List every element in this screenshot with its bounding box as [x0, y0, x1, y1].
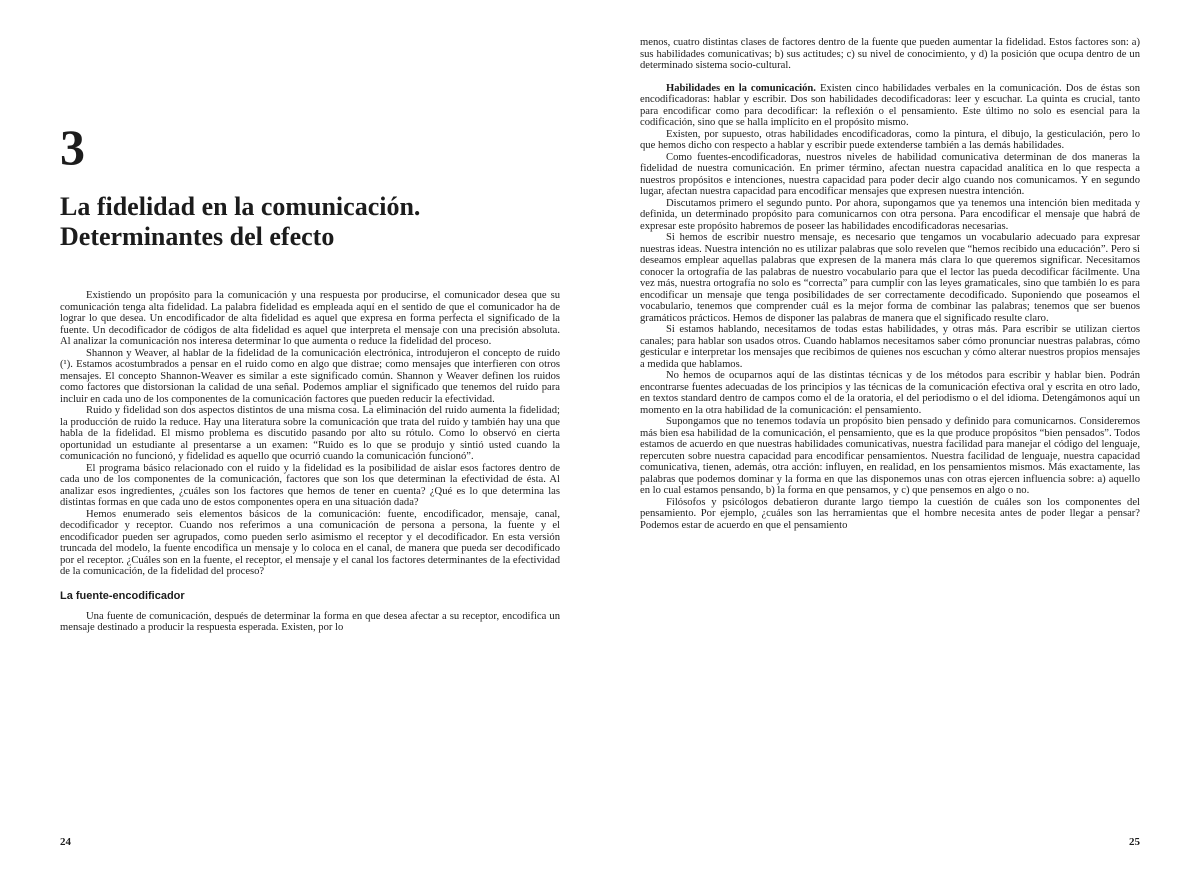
paragraph: Hemos enumerado seis elementos básicos de la comunicación: fuente, encodificador, mensaje, canal, decodificador y receptor. Cuando nos referimos a una comunicación de persona a persona, la fuente y el encodificador pueden ser agrupados, como pueden serlo asimismo el receptor y el decodificador. En esta versión truncada del modelo, la fuente encodifica un mensaje y lo coloca en el canal, de manera que pueda ser decodificado por el receptor. ¿Cuáles son en la fuente, el receptor, el mensaje y el canal los factores determinantes de la efectividad de la comunicación, de la fidelidad del proceso?	[60, 508, 560, 577]
skills-text: Existen cinco habilidades verbales en la comunicación. Dos de éstas son encodificadoras: hablar y escribir. Dos son habilidades decodificadoras: leer y escuchar. La quinta es crucial, tanto para encodificar como para decodificar: la reflexión o el pensamiento. Este último no solo es esencial para la codificación, sino que se halla implícito en el propósito mismo.	[640, 82, 1140, 128]
paragraph: Filósofos y psicólogos debatieron durante largo tiempo la cuestión de cuáles son los componentes del pensamiento. Por ejemplo, ¿cuáles son las herramientas que el hombre necesita antes de poder llegar a pensar? Podemos estar de acuerdo en que el pensamiento	[640, 496, 1140, 531]
page-number: 25	[1129, 836, 1140, 848]
right-page-body	[640, 37, 1140, 531]
right-page	[600, 0, 1200, 872]
paragraph: Como fuentes-encodificadoras, nuestros niveles de habilidad comunicativa determinan de dos maneras la fidelidad de nuestra comunicación. En primer término, afectan nuestra capacidad analítica en lo que respecta a nuestros propósitos e intenciones, nuestra capacidad para poder decir algo cuando nos comunicamos. Y en segundo lugar, afectan nuestra capacidad para encodificar mensajes que expresen nuestra intención.	[640, 151, 1140, 197]
paragraph: Si hemos de escribir nuestro mensaje, es necesario que tengamos un vocabulario adecuado para expresar nuestras ideas. Nuestra intención no es utilizar palabras que solo revelen que “hemos recibido una educación”. Pero si deseamos emplear aquellas palabras que expresen de la manera más clara lo que queremos significar. Necesitamos conocer la ortografía de las palabras de nuestro vocabulario para que el lector las pueda decodificar fácilmente. Una vez más, nuestra ortografía no solo es “correcta” para cumplir con las leyes gramaticales, sino que también lo es para encodificar un mensaje que tenga posibilidades de ser correctamente decodificado. Suponiendo que poseamos el vocabulario, tenemos que comprender cuál es la mejor forma de combinar las palabras; tenemos que ser buenos gramáticos prácticos. Hemos de disponer las palabras de manera que el significado resulte claro.	[640, 232, 1140, 324]
page-number: 24	[60, 836, 71, 848]
paragraph: Ruido y fidelidad son dos aspectos distintos de una misma cosa. La eliminación del ruido aumenta la fidelidad; la producción de ruido la reduce. Hay una literatura sobre la comunicación que trata del ruido y también hay una que habla de la fidelidad. El mismo problema es discutido pasando por alto su rótulo. Como lo observó en cierta oportunidad un estudiante al presentarse a un examen: “Ruido es lo que se produjo y sintió usted cuando la comunicación no funcionó, y fidelidad es aquello que ocurrió cuando la comunicación funcionó”.	[60, 405, 560, 462]
paragraph: Una fuente de comunicación, después de determinar la forma en que desea afectar a su receptor, encodifica un mensaje destinado a producir la respuesta esperada. Existen, por lo	[60, 610, 560, 633]
paragraph: El programa básico relacionado con el ruido y la fidelidad es la posibilidad de aislar esos factores dentro de cada uno de los componentes de la comunicación, factores que son los que determinan la efectividad de ésta. Al analizar esos ingredientes, ¿cuáles son los factores que hemos de tener en cuenta? ¿Qué es lo que determina las distintas formas en que cada uno de estos componentes opera en una situación dada?	[60, 462, 560, 508]
paragraph: Shannon y Weaver, al hablar de la fidelidad de la comunicación electrónica, introdujeron el concepto de ruido (¹). Estamos acostumbrados a pensar en el ruido como en algo que distrae; como mensajes que interfieren con otros mensajes. El concepto Shannon-Weaver es similar a este significado común. Shannon y Weaver definen los ruidos como factores que distorsionan la calidad de una señal. Podemos ampliar el significado que tenemos del ruido para incluir en cada uno de los componentes de la comunicación factores que pueden reducir la efectividad.	[60, 347, 560, 405]
left-page-body	[60, 290, 560, 634]
paragraph-skills	[640, 83, 1140, 129]
paragraph: Supongamos que no tenemos todavía un propósito bien pensado y definido para comunicarnos. Consideremos más bien esa habilidad de la comunicación, el pensamiento, que es la que produce propósitos “bien pensados”. Todos estamos de acuerdo en que nuestras habilidades comunicativas, nuestra facilidad para manejar el código del lenguaje, repercuten sobre nuestra capacidad para encodificar pensamientos. Nuestra facilidad de lenguaje, nuestra capacidad comunicativa, tienen, además, otra acción: influyen, en realidad, en los pensamientos mismos. Más exactamente, las palabras que podemos dominar y la forma en que las disponemos unas con otras ejercen influencia sobre: a) aquello en lo cual estamos pensando, b) la forma en que pensamos, y c) que pensemos en algo o no.	[640, 416, 1140, 496]
chapter-title-line-1: La fidelidad en la comunicación.	[60, 192, 421, 221]
paragraph: No hemos de ocuparnos aquí de las distintas técnicas y de los métodos para escribir y hablar bien. Podrán encontrarse fuentes adecuadas de los principios y las técnicas de la comunicación efectiva oral y escrita en otro lado, en textos standard dentro de campos como el de la oratoria, el del periodismo o el del idioma. Detengámonos aquí un momento en la otra habilidad de la comunicación: el pensamiento.	[640, 370, 1140, 416]
section-heading: La fuente-encodificador	[60, 589, 185, 602]
paragraph: Discutamos primero el segundo punto. Por ahora, supongamos que ya tenemos una intención bien meditada y definida, un determinado propósito para comunicarnos con otra persona. Para encodificar el mensaje que habrá de expresar este propósito habremos de poseer las habilidades encodificadoras necesarias.	[640, 197, 1140, 232]
paragraph: Existiendo un propósito para la comunicación y una respuesta por producirse, el comunicador desea que su comunicación tenga alta fidelidad. La palabra fidelidad es empleada aquí en el sentido de que el comunicador ha de lograr lo que desea. Un encodificador de alta fidelidad es aquel que expresa en forma perfecta el significado de la fuente. Un decodificador de códigos de alta fidelidad es aquel que interpreta el mensaje con una precisión absoluta. Al analizar la comunicación nos interesa determinar lo que aumenta o reduce la fidelidad del proceso.	[60, 290, 560, 347]
paragraph: menos, cuatro distintas clases de factores dentro de la fuente que pueden aumentar la fidelidad. Estos factores son: a) sus habilidades comunicativas; b) sus actitudes; c) su nivel de conocimiento, y d) la posición que ocupa dentro de un determinado sistema socio-cultural.	[640, 37, 1140, 71]
chapter-number: 3	[60, 119, 85, 175]
skills-lead: Habilidades en la comunicación.	[666, 82, 816, 94]
chapter-title	[60, 192, 520, 252]
paragraph: Existen, por supuesto, otras habilidades encodificadoras, como la pintura, el dibujo, la gesticulación, pero lo que hemos dicho con respecto a hablar y escribir puede extenderse también a las demás habilidades.	[640, 128, 1140, 151]
chapter-title-line-2: Determinantes del efecto	[60, 222, 335, 251]
paragraph: Si estamos hablando, necesitamos de todas estas habilidades, y otras más. Para escribir se utilizan ciertos canales; para hablar son usados otros. Cuando hablamos necesitamos saber cómo pronunciar nuestras palabras, cómo gesticular e interpretar los mensajes que recibimos de quienes nos escuchan y cómo alterar nuestros propios mensajes a medida que hablamos.	[640, 324, 1140, 370]
